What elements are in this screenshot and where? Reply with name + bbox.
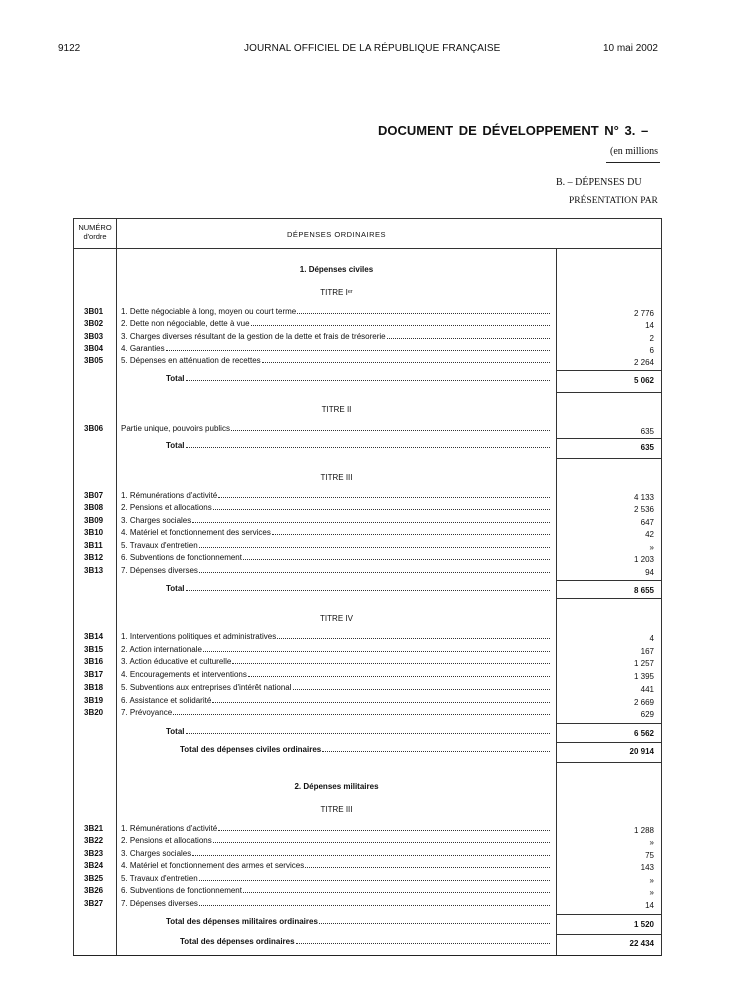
- total-label-text: Total: [166, 727, 185, 736]
- row-label: [121, 491, 550, 500]
- row-label: [121, 332, 550, 341]
- unit-note: (en millions: [610, 146, 659, 157]
- row-value: 1 257: [633, 659, 654, 668]
- column-header-title: DÉPENSES ORDINAIRES: [286, 230, 387, 239]
- row-label-text: 5. Travaux d'entretien: [121, 541, 198, 550]
- row-label: [121, 307, 550, 316]
- dot-leader: [232, 662, 550, 664]
- row-value: 94: [645, 568, 654, 577]
- dot-leader: [199, 879, 550, 881]
- row-label: [121, 553, 550, 562]
- row-code: 3B13: [84, 566, 104, 575]
- military-total-label: [166, 917, 550, 926]
- titre-heading: TITRE III: [320, 473, 353, 482]
- dot-leader: [277, 637, 550, 639]
- titre-heading: TITRE II: [321, 405, 352, 414]
- dot-leader: [293, 688, 550, 690]
- row-code: 3B17: [84, 670, 104, 679]
- row-label: [121, 899, 550, 908]
- row-value: 1 203: [633, 555, 654, 564]
- total-label-text: Total: [166, 584, 185, 593]
- row-code: 3B04: [84, 344, 104, 353]
- row-label-text: 4. Matériel et fonctionnement des armes et services: [121, 861, 305, 870]
- presentation-heading: PRÉSENTATION PAR: [569, 196, 658, 206]
- row-code: 3B09: [84, 516, 104, 525]
- row-label-text: 6. Subventions de fonctionnement: [121, 886, 242, 895]
- total-label-text: Total: [166, 374, 185, 383]
- row-label-text: 1. Interventions politiques et administratives: [121, 632, 277, 641]
- document-title: DOCUMENT DE DÉVELOPPEMENT N° 3. –: [378, 123, 649, 138]
- row-code: 3B06: [84, 424, 104, 433]
- row-code: 3B24: [84, 861, 104, 870]
- row-code: 3B08: [84, 503, 104, 512]
- column-header-number-line2: d'ordre: [83, 232, 107, 241]
- dot-leader: [297, 312, 550, 314]
- row-value: 1 288: [633, 826, 654, 835]
- row-value: 647: [640, 518, 654, 527]
- total-label: [166, 374, 550, 383]
- row-code: 3B26: [84, 886, 104, 895]
- grand-total-label: [180, 745, 550, 754]
- military-heading: 2. Dépenses militaires: [294, 782, 379, 791]
- dot-leader: [305, 866, 550, 868]
- dot-leader: [218, 829, 550, 831]
- row-label: [121, 696, 550, 705]
- dot-leader: [213, 508, 550, 510]
- dot-leader: [192, 854, 550, 856]
- row-code: 3B02: [84, 319, 104, 328]
- row-code: 3B19: [84, 696, 104, 705]
- row-label: [121, 541, 550, 550]
- dot-leader: [212, 701, 550, 703]
- row-label-text: 1. Dette négociable à long, moyen ou court terme: [121, 307, 297, 316]
- row-value: 42: [645, 530, 654, 539]
- row-code: 3B10: [84, 528, 104, 537]
- column-divider: [116, 218, 117, 955]
- row-value: 2 776: [633, 309, 654, 318]
- row-code: 3B01: [84, 307, 104, 316]
- row-label: [121, 344, 550, 353]
- row-label: [121, 528, 550, 537]
- dot-leader: [192, 521, 550, 523]
- row-value: »: [649, 888, 654, 897]
- row-value: 635: [640, 427, 654, 436]
- total-label-text: Total: [166, 441, 185, 450]
- row-label-text: 1. Rémunérations d'activité: [121, 491, 218, 500]
- row-label-text: 7. Prévoyance: [121, 708, 173, 717]
- row-code: 3B22: [84, 836, 104, 845]
- row-code: 3B16: [84, 657, 104, 666]
- row-label: [121, 657, 550, 666]
- dot-leader: [272, 533, 550, 535]
- row-value: 2: [649, 334, 654, 343]
- row-label: [121, 319, 550, 328]
- titre-heading: TITRE III: [320, 805, 353, 814]
- journal-title: JOURNAL OFFICIEL DE LA RÉPUBLIQUE FRANÇAISE: [244, 43, 501, 54]
- row-code: 3B11: [84, 541, 103, 550]
- row-label-text: 2. Action internationale: [121, 645, 202, 654]
- dot-leader: [319, 922, 550, 924]
- row-value: 4: [649, 634, 654, 643]
- row-label: [121, 874, 550, 883]
- row-label: [121, 708, 550, 717]
- row-code: 3B21: [84, 824, 104, 833]
- row-label-text: 5. Dépenses en atténuation de recettes: [121, 356, 261, 365]
- total-rule: [556, 742, 661, 743]
- dot-leader: [218, 496, 550, 498]
- row-value: 75: [645, 851, 654, 860]
- group-separator: [556, 458, 661, 459]
- publication-date: 10 mai 2002: [602, 43, 658, 54]
- row-code: 3B27: [84, 899, 104, 908]
- row-code: 3B03: [84, 332, 104, 341]
- military-total-value: 1 520: [633, 920, 654, 929]
- row-label: [121, 424, 550, 433]
- row-value: »: [649, 838, 654, 847]
- total-label: [166, 584, 550, 593]
- unit-underline: [606, 162, 660, 163]
- total-rule: [556, 370, 661, 371]
- header-divider: [73, 248, 661, 249]
- row-value: 143: [640, 863, 654, 872]
- dot-leader: [296, 942, 550, 944]
- row-label: [121, 632, 550, 641]
- row-label-text: 1. Rémunérations d'activité: [121, 824, 218, 833]
- total-value: 635: [640, 443, 654, 452]
- total-rule: [556, 914, 661, 915]
- row-label-text: 6. Assistance et solidarité: [121, 696, 212, 705]
- dot-leader: [213, 841, 550, 843]
- row-label: [121, 836, 550, 845]
- final-total-label-text: Total des dépenses ordinaires: [180, 937, 295, 946]
- row-label-text: 7. Dépenses diverses: [121, 566, 198, 575]
- row-label-text: 2. Dette non négociable, dette à vue: [121, 319, 250, 328]
- row-value: 629: [640, 710, 654, 719]
- row-value: 6: [649, 346, 654, 355]
- row-code: 3B05: [84, 356, 104, 365]
- row-value: 4 133: [633, 493, 654, 502]
- row-label-text: 4. Encouragements et interventions: [121, 670, 247, 679]
- row-code: 3B07: [84, 491, 104, 500]
- row-value: 14: [645, 901, 654, 910]
- row-label: [121, 824, 550, 833]
- row-value: »: [649, 876, 654, 885]
- row-label-text: 3. Action éducative et culturelle: [121, 657, 232, 666]
- row-label: [121, 849, 550, 858]
- row-value: 167: [640, 647, 654, 656]
- group-separator: [556, 392, 661, 393]
- total-value: 5 062: [633, 376, 654, 385]
- row-label: [121, 886, 550, 895]
- row-label-text: 4. Garanties: [121, 344, 165, 353]
- row-label-text: 3. Charges sociales: [121, 849, 192, 858]
- column-divider: [556, 248, 557, 955]
- row-label-text: 3. Charges diverses résultant de la gestion de la dette et frais de trésorerie: [121, 332, 386, 341]
- row-label-text: 2. Pensions et allocations: [121, 836, 212, 845]
- row-label: [121, 645, 550, 654]
- row-code: 3B12: [84, 553, 104, 562]
- dot-leader: [387, 337, 550, 339]
- row-value: 2 669: [633, 698, 654, 707]
- dot-leader: [251, 324, 550, 326]
- row-label-text: 4. Matériel et fonctionnement des services: [121, 528, 271, 537]
- dot-leader: [243, 891, 550, 893]
- row-code: 3B25: [84, 874, 104, 883]
- final-total-label: [180, 937, 550, 946]
- total-rule: [556, 723, 661, 724]
- row-label: [121, 503, 550, 512]
- row-label: [121, 566, 550, 575]
- total-value: 8 655: [633, 586, 654, 595]
- row-value: 1 395: [633, 672, 654, 681]
- row-label: [121, 670, 550, 679]
- titre-heading: TITRE IV: [320, 614, 353, 623]
- column-header-number: [74, 223, 116, 241]
- dot-leader: [186, 379, 550, 381]
- dot-leader: [186, 732, 550, 734]
- row-value: »: [649, 543, 654, 552]
- row-label-text: Partie unique, pouvoirs publics: [121, 424, 230, 433]
- dot-leader: [173, 713, 550, 715]
- total-rule: [556, 438, 661, 439]
- row-code: 3B15: [84, 645, 104, 654]
- row-value: 2 264: [633, 358, 654, 367]
- row-label-text: 2. Pensions et allocations: [121, 503, 212, 512]
- row-code: 3B18: [84, 683, 104, 692]
- grand-total-value: 20 914: [629, 747, 654, 756]
- total-value: 6 562: [633, 729, 654, 738]
- total-label: [166, 441, 550, 450]
- dot-leader: [322, 750, 550, 752]
- row-code: 3B20: [84, 708, 104, 717]
- total-label: [166, 727, 550, 736]
- group-separator: [556, 598, 661, 599]
- dot-leader: [248, 675, 550, 677]
- dot-leader: [186, 589, 550, 591]
- dot-leader: [203, 650, 550, 652]
- row-code: 3B14: [84, 632, 104, 641]
- row-label-text: 3. Charges sociales: [121, 516, 192, 525]
- row-label: [121, 356, 550, 365]
- row-label-text: 7. Dépenses diverses: [121, 899, 198, 908]
- dot-leader: [262, 361, 550, 363]
- row-label-text: 5. Subventions aux entreprises d'intérêt national: [121, 683, 292, 692]
- dot-leader: [231, 429, 550, 431]
- total-rule: [556, 934, 661, 935]
- row-value: 441: [640, 685, 654, 694]
- row-value: 14: [645, 321, 654, 330]
- row-value: 2 536: [633, 505, 654, 514]
- group-separator: [556, 762, 661, 763]
- row-label-text: 6. Subventions de fonctionnement: [121, 553, 242, 562]
- row-code: 3B23: [84, 849, 104, 858]
- row-label: [121, 861, 550, 870]
- row-label-text: 5. Travaux d'entretien: [121, 874, 198, 883]
- dot-leader: [166, 349, 550, 351]
- titre-heading: TITRE Iᵉʳ: [320, 288, 353, 297]
- dot-leader: [199, 546, 550, 548]
- row-label: [121, 516, 550, 525]
- dot-leader: [186, 446, 550, 448]
- civil-heading: 1. Dépenses civiles: [299, 265, 374, 274]
- column-header-number-line1: NUMÉRO: [78, 223, 112, 232]
- dot-leader: [243, 558, 550, 560]
- table-bottom-rule: [73, 955, 661, 956]
- final-total-value: 22 434: [629, 939, 654, 948]
- dot-leader: [199, 904, 550, 906]
- page-number: 9122: [58, 43, 81, 54]
- military-total-label-text: Total des dépenses militaires ordinaires: [166, 917, 318, 926]
- section-heading: B. – DÉPENSES DU: [556, 177, 642, 188]
- row-label: [121, 683, 550, 692]
- total-rule: [556, 580, 661, 581]
- grand-total-label-text: Total des dépenses civiles ordinaires: [180, 745, 322, 754]
- dot-leader: [199, 571, 550, 573]
